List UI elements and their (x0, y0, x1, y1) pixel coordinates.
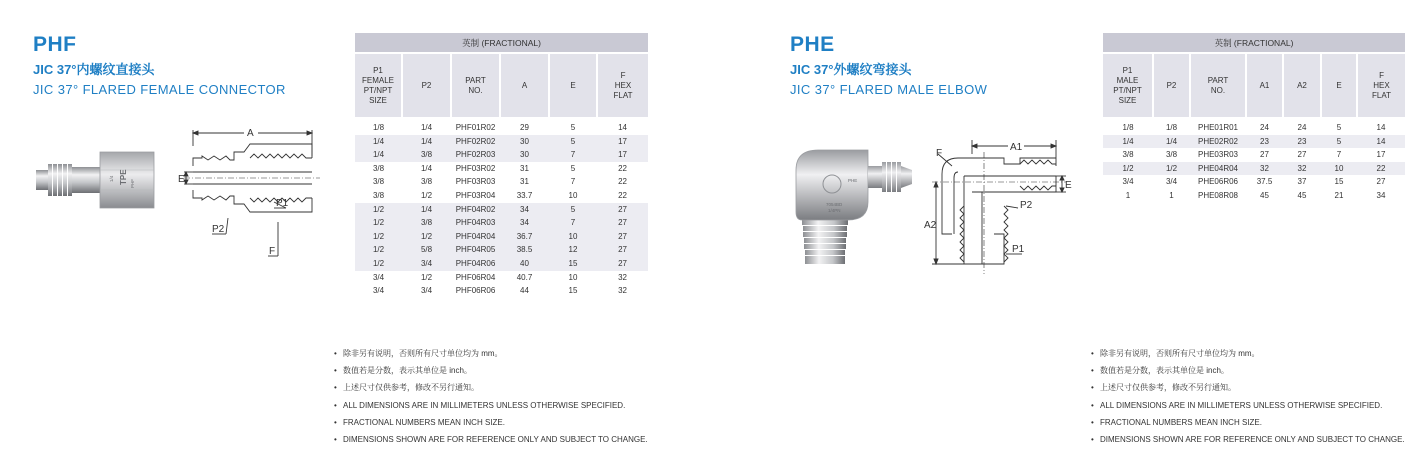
phe-code: PHE (790, 33, 835, 56)
table-cell: 7 (570, 177, 576, 187)
phf-notes (334, 345, 648, 448)
table-cell: 1/2 (355, 257, 402, 271)
table-row (1103, 162, 1405, 176)
table-cell: 14 (1376, 123, 1386, 132)
table-cell: 1/4 (355, 135, 402, 149)
table-cell: 29 (520, 123, 529, 132)
table-cell: PHF06R04 (455, 272, 496, 282)
table-cell: PHF03R04 (455, 190, 496, 200)
table-cell: 1/2 (420, 190, 433, 200)
table-cell: 3/8 (402, 216, 451, 230)
note-item: • ALL DIMENSIONS ARE IN MILLIMETERS UNLESS OTHERWISE SPECIFIED. (334, 397, 648, 414)
table-cell: 32 (618, 272, 627, 282)
table-cell: 10 (549, 230, 597, 244)
phe-table-banner: 英制 (FRACTIONAL) (1103, 33, 1405, 53)
table-cell: 1/2 (355, 230, 402, 244)
phf-code: PHF (33, 33, 77, 56)
table-cell: 5 (570, 163, 576, 173)
table-cell: 30 (500, 148, 549, 162)
table-cell: 22 (618, 177, 627, 187)
table-cell: 1/8 (1165, 123, 1178, 132)
phe-title-en: JIC 37° FLARED MALE ELBOW (790, 82, 988, 97)
table-row (1103, 135, 1405, 149)
table-cell: 27 (597, 257, 648, 271)
table-cell: 1/8 (1122, 123, 1134, 132)
table-cell: 7 (549, 216, 597, 230)
table-cell: 5/8 (402, 243, 451, 257)
table-row (1103, 189, 1405, 203)
phe-col-a1: A1 (1246, 53, 1283, 117)
table-cell: PHF04R03 (451, 216, 500, 230)
phf-col-p2: P2 (402, 53, 451, 117)
table-cell: 5 (549, 203, 597, 217)
phe-col-f: F HEX FLAT (1357, 53, 1405, 117)
table-cell: 1/4 (1103, 135, 1153, 149)
phe-col-p1: P1 MALE PT/NPT SIZE (1103, 53, 1153, 117)
phf-dim-p1: P1 (276, 198, 289, 209)
table-cell: 22 (618, 190, 627, 200)
phf-title-en: JIC 37° FLARED FEMALE CONNECTOR (33, 82, 286, 97)
table-cell: 14 (1357, 135, 1405, 149)
table-cell: 1/4 (420, 123, 433, 132)
table-row (355, 117, 648, 135)
note-item: • 上述尺寸仅供参考，修改不另行通知。 (334, 379, 648, 396)
phe-dim-f: F (936, 148, 943, 159)
phf-title-cn: JIC 37°内螺纹直接头 (33, 62, 155, 77)
phe-col-e: E (1321, 53, 1357, 117)
note-item: • DIMENSIONS SHOWN ARE FOR REFERENCE ONLY AND SUBJECT TO CHANGE. (334, 431, 648, 448)
phe-dim-a2: A2 (924, 220, 937, 231)
table-cell: 27 (597, 243, 648, 257)
table-row (355, 257, 648, 271)
table-row (1103, 117, 1405, 135)
table-cell: 37 (1297, 177, 1307, 187)
table-row (355, 243, 648, 257)
table-cell: 45 (1297, 190, 1307, 200)
table-row (355, 216, 648, 230)
table-cell: 15 (549, 257, 597, 271)
phe-dim-a1: A1 (1010, 142, 1023, 153)
table-cell: 5 (1321, 135, 1357, 149)
table-cell: 34 (1376, 190, 1386, 200)
phf-dim-e: E (178, 174, 185, 185)
table-cell: 1/2 (420, 272, 433, 282)
table-cell: PHE04R04 (1190, 162, 1246, 176)
table-cell: PHF04R06 (451, 257, 500, 271)
table-cell: 5 (570, 123, 576, 132)
table-cell: 40 (500, 257, 549, 271)
table-row (355, 203, 648, 217)
table-cell: 1 (1125, 190, 1131, 200)
table-cell: 32 (618, 286, 627, 296)
note-item: • FRACTIONAL NUMBERS MEAN INCH SIZE. (1091, 414, 1405, 431)
phf-col-e: E (549, 53, 597, 117)
phe-col-a2: A2 (1283, 53, 1321, 117)
phe-dim-e: E (1065, 180, 1072, 191)
phf-dim-a: A (247, 128, 254, 139)
table-cell: PHF06R06 (455, 286, 496, 296)
phe-col-part-no: PART NO. (1190, 53, 1246, 117)
table-cell: 34 (500, 203, 549, 217)
table-cell: PHF02R03 (451, 148, 500, 162)
phf-spec-table (355, 33, 648, 298)
note-item: • ALL DIMENSIONS ARE IN MILLIMETERS UNLESS OTHERWISE SPECIFIED. (1091, 397, 1405, 414)
table-row (355, 230, 648, 244)
phf-model-mark: PHF (130, 179, 135, 188)
table-cell: 36.7 (500, 230, 549, 244)
note-item: • DIMENSIONS SHOWN ARE FOR REFERENCE ONLY AND SUBJECT TO CHANGE. (1091, 431, 1405, 448)
table-cell: 40.7 (516, 272, 533, 282)
table-cell: PHE03R03 (1197, 150, 1239, 160)
table-cell: PHF04R04 (451, 230, 500, 244)
phf-col-a: A (500, 53, 549, 117)
table-cell: 31 (520, 163, 529, 173)
table-cell: 14 (618, 123, 627, 132)
table-row (355, 162, 648, 176)
table-cell: 3/8 (1122, 150, 1134, 160)
phf-table-banner: 英制 (FRACTIONAL) (355, 33, 648, 53)
table-cell: PHF03R03 (455, 177, 496, 187)
table-cell: 45 (1260, 190, 1269, 200)
note-item: • 数值若是分数，表示其单位是 inch。 (1091, 362, 1405, 379)
table-cell: PHF04R02 (451, 203, 500, 217)
phf-size-mark: 1/4 (109, 175, 114, 182)
table-cell: 15 (1334, 177, 1344, 187)
table-cell: 17 (597, 135, 648, 149)
table-cell: 30 (500, 135, 549, 149)
table-cell: 23 (1283, 135, 1321, 149)
table-cell: 17 (1376, 150, 1386, 160)
table-cell: 38.5 (500, 243, 549, 257)
table-cell: 1/4 (402, 135, 451, 149)
table-cell: 27 (1260, 150, 1269, 160)
table-cell: 10 (568, 272, 578, 282)
table-cell: 34 (500, 216, 549, 230)
note-item: • 数值若是分数，表示其单位是 inch。 (334, 362, 648, 379)
table-cell: 1/2 (402, 230, 451, 244)
table-cell: 1 (1169, 190, 1174, 200)
table-cell: 31 (520, 177, 529, 187)
table-cell: 10 (1321, 162, 1357, 176)
table-cell: 24 (1297, 123, 1307, 132)
table-cell: PHF02R02 (451, 135, 500, 149)
table-cell: PHE06R06 (1197, 177, 1239, 187)
table-cell: 33.7 (516, 190, 533, 200)
table-cell: 3/4 (402, 257, 451, 271)
phe-notes (1091, 345, 1405, 448)
table-row (1103, 175, 1405, 189)
phe-dim-p1: P1 (1012, 244, 1025, 255)
table-cell: 17 (597, 148, 648, 162)
note-item: • 除非另有说明，否则所有尺寸单位均为 mm。 (334, 345, 648, 362)
table-cell: PHE08R08 (1197, 190, 1239, 200)
table-cell: 27 (1376, 177, 1386, 187)
table-cell: 7 (549, 148, 597, 162)
table-cell: 1/2 (355, 216, 402, 230)
table-cell: 1/4 (402, 203, 451, 217)
phf-technical-drawing (174, 122, 324, 262)
phe-title-cn: JIC 37°外螺纹弯接头 (790, 62, 912, 77)
table-cell: 3/4 (420, 286, 433, 296)
table-cell: 3/8 (1165, 150, 1178, 160)
table-cell: 3/4 (372, 272, 385, 282)
table-cell: 44 (520, 286, 529, 296)
phf-col-p1: P1 FEMALE PT/NPT SIZE (355, 53, 402, 117)
table-cell: 1/4 (420, 163, 433, 173)
phe-code2-mark: 1/4PN (828, 208, 841, 213)
phf-col-part-no: PART NO. (451, 53, 500, 117)
table-cell: 32 (1246, 162, 1283, 176)
phe-dim-p2: P2 (1020, 200, 1033, 211)
table-cell: 22 (1357, 162, 1405, 176)
phf-product-photo (30, 140, 160, 220)
table-cell: 1/2 (355, 243, 402, 257)
table-cell: 1/4 (355, 148, 402, 162)
phe-technical-drawing (924, 136, 1074, 276)
table-cell: 12 (549, 243, 597, 257)
table-cell: 27 (597, 203, 648, 217)
note-item: • 上述尺寸仅供参考，修改不另行通知。 (1091, 379, 1405, 396)
table-cell: 27 (597, 230, 648, 244)
table-cell: 27 (597, 216, 648, 230)
table-cell: 7 (1336, 150, 1342, 160)
table-cell: 24 (1260, 123, 1269, 132)
table-row (355, 148, 648, 162)
table-cell: 3/8 (420, 177, 433, 187)
phf-brand-mark: TPE (119, 169, 128, 185)
table-cell: 21 (1334, 190, 1344, 200)
table-cell: 27 (1297, 150, 1307, 160)
note-item: • 除非另有说明，否则所有尺寸单位均为 mm。 (1091, 345, 1405, 362)
table-cell: 3/4 (1165, 177, 1178, 187)
table-cell: 3/4 (372, 286, 385, 296)
phf-col-f: F HEX FLAT (597, 53, 648, 117)
phe-model-mark: PHE (848, 178, 858, 183)
table-cell: 22 (618, 163, 627, 173)
table-cell: 15 (568, 286, 578, 296)
table-row (355, 284, 648, 298)
table-cell: 5 (1336, 123, 1342, 132)
table-cell: 32 (1283, 162, 1321, 176)
table-row (355, 175, 648, 189)
table-row (355, 271, 648, 285)
table-cell: PHF04R05 (451, 243, 500, 257)
table-cell: PHE01R01 (1197, 123, 1239, 132)
table-cell: 3/8 (372, 163, 385, 173)
table-cell: 10 (568, 190, 578, 200)
table-cell: 1/4 (1153, 135, 1190, 149)
table-cell: 1/8 (372, 123, 385, 132)
table-cell: 3/8 (372, 177, 385, 187)
table-cell: 5 (549, 135, 597, 149)
table-cell: 3/8 (402, 148, 451, 162)
table-cell: 1/2 (1103, 162, 1153, 176)
phf-dim-f: F (269, 246, 276, 257)
table-row (355, 189, 648, 203)
phe-code1-mark: 7054BD (826, 202, 843, 207)
phe-spec-table (1103, 33, 1405, 203)
table-cell: 37.5 (1256, 177, 1273, 187)
table-cell: 1/2 (355, 203, 402, 217)
table-cell: 1/2 (1153, 162, 1190, 176)
note-item: • FRACTIONAL NUMBERS MEAN INCH SIZE. (334, 414, 648, 431)
table-cell: PHF01R02 (455, 123, 496, 132)
table-cell: 3/8 (372, 190, 385, 200)
phf-dim-p2: P2 (212, 224, 225, 235)
table-cell: PHE02R02 (1190, 135, 1246, 149)
phe-product-photo (788, 140, 918, 272)
table-cell: PHF03R02 (455, 163, 496, 173)
table-cell: 23 (1246, 135, 1283, 149)
table-cell: 3/4 (1122, 177, 1134, 187)
phe-col-p2: P2 (1153, 53, 1190, 117)
table-row (355, 135, 648, 149)
table-row (1103, 148, 1405, 162)
